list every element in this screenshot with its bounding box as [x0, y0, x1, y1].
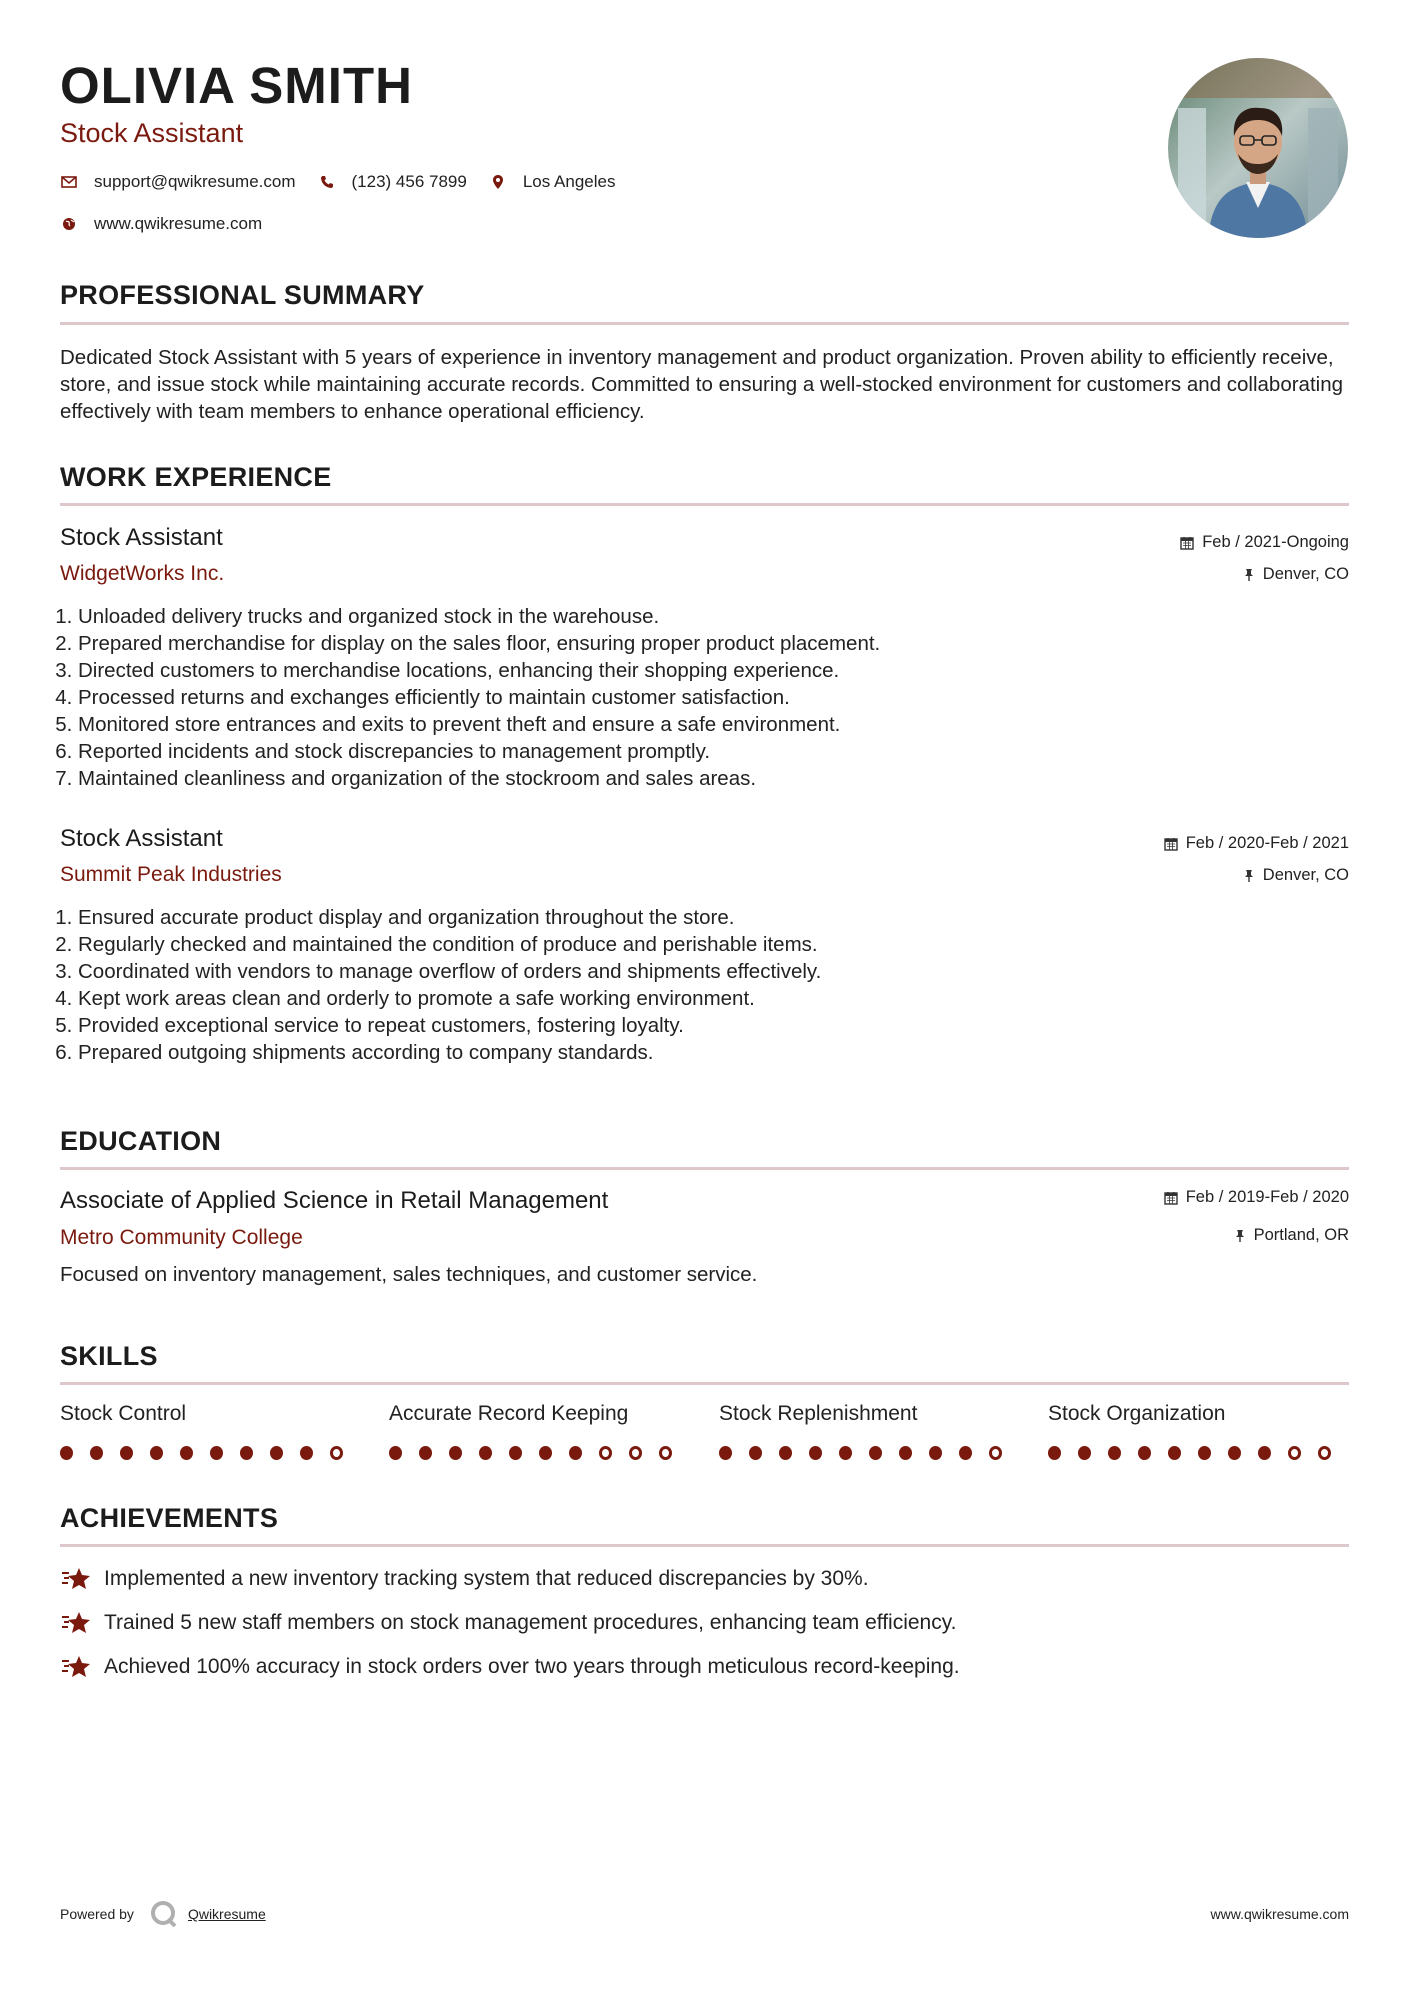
rating-dot-filled: [539, 1446, 552, 1460]
rating-dot-filled: [509, 1446, 522, 1460]
duty-item: 4. Kept work areas clean and orderly to promote a safe working environment.: [78, 985, 821, 1012]
skill-rating: [60, 1446, 360, 1460]
skill-name: Stock Organization: [1048, 1402, 1226, 1425]
qwikresume-link[interactable]: Qwikresume: [187, 1906, 266, 1922]
job-dates-text: Feb / 2021-Ongoing: [1202, 533, 1349, 551]
rating-dot-filled: [749, 1446, 762, 1460]
rating-dot-empty: [330, 1446, 343, 1460]
job-title: Stock Assistant: [60, 825, 223, 852]
phone-number: (123) 456 7899: [351, 172, 467, 191]
rating-dot-filled: [60, 1446, 73, 1460]
star-icon: [60, 1565, 92, 1593]
achievement-item: [60, 1565, 869, 1593]
rating-dot-filled: [569, 1446, 582, 1460]
rating-dot-filled: [929, 1446, 942, 1460]
job-location-text: Denver, CO: [1262, 565, 1349, 583]
globe-icon: [60, 215, 78, 233]
envelope-icon: [60, 173, 78, 191]
job-dates-text: Feb / 2020-Feb / 2021: [1185, 834, 1349, 852]
company-name: Summit Peak Industries: [60, 863, 282, 886]
rating-dot-empty: [1288, 1446, 1301, 1460]
duty-item: 3. Coordinated with vendors to manage overflow of orders and shipments effectively.: [78, 958, 821, 985]
rating-dot-empty: [629, 1446, 642, 1460]
skill-name: Stock Replenishment: [719, 1402, 918, 1425]
duty-item: 6. Reported incidents and stock discrepancies to management promptly.: [78, 738, 880, 765]
duty-item: 4. Processed returns and exchanges efficiently to maintain customer satisfaction.: [78, 684, 880, 711]
rating-dot-empty: [599, 1446, 612, 1460]
job-location-text: Denver, CO: [1262, 866, 1349, 884]
education-dates: [1164, 1188, 1349, 1207]
skill-rating: [389, 1446, 689, 1460]
pin-icon: [1234, 1229, 1246, 1243]
education-heading: EDUCATION: [60, 1126, 222, 1156]
rating-dot-filled: [899, 1446, 912, 1460]
section-divider: [60, 1167, 1349, 1170]
rating-dot-empty: [659, 1446, 672, 1460]
calendar-icon: [1164, 1191, 1178, 1205]
skill-name: Stock Control: [60, 1402, 187, 1425]
phone-icon: [318, 173, 336, 191]
footer-credit: [60, 1898, 266, 1930]
school-name: Metro Community College: [60, 1226, 303, 1249]
rating-dot-filled: [1198, 1446, 1211, 1460]
duty-item: 1. Ensured accurate product display and organization throughout the store.: [78, 904, 821, 931]
job-location: [1243, 866, 1349, 885]
duty-list: [54, 603, 880, 792]
education-dates-text: Feb / 2019-Feb / 2020: [1185, 1188, 1349, 1206]
rating-dot-filled: [240, 1446, 253, 1460]
rating-dot-filled: [300, 1446, 313, 1460]
location-text: Los Angeles: [522, 172, 616, 191]
contact-row: [60, 172, 615, 192]
email-link[interactable]: support@qwikresume.com: [94, 172, 296, 191]
achievement-item: [60, 1609, 957, 1637]
summary-text: Dedicated Stock Assistant with 5 years of experience in inventory management and product organization. Proven ability to efficiently receive, store, and issue stock while maintaining accurate records. Committed to ensuring a well-stocked environment for customers and collaborating effectively with team members to enhance operational efficiency.: [60, 346, 1344, 423]
skill-item: [60, 1402, 360, 1460]
candidate-name: OLIVIA SMITH: [60, 57, 413, 114]
section-divider: [60, 1544, 1349, 1547]
achievement-item: [60, 1653, 960, 1681]
rating-dot-filled: [419, 1446, 432, 1460]
skill-rating: [719, 1446, 1019, 1460]
location-pin-icon: [489, 173, 507, 191]
rating-dot-filled: [1228, 1446, 1241, 1460]
calendar-icon: [1180, 536, 1194, 550]
rating-dot-filled: [1048, 1446, 1061, 1460]
achievement-text: Trained 5 new staff members on stock management procedures, enhancing team efficiency.: [104, 1611, 957, 1634]
skill-item: [1048, 1402, 1348, 1460]
skill-name: Accurate Record Keeping: [389, 1402, 629, 1425]
rating-dot-filled: [719, 1446, 732, 1460]
rating-dot-filled: [1108, 1446, 1121, 1460]
rating-dot-empty: [1318, 1446, 1331, 1460]
section-divider: [60, 1382, 1349, 1385]
duty-item: 5. Monitored store entrances and exits to prevent theft and ensure a safe environment.: [78, 711, 880, 738]
powered-by-label: Powered by: [60, 1906, 134, 1922]
achievements-heading: ACHIEVEMENTS: [60, 1503, 279, 1533]
duty-item: 1. Unloaded delivery trucks and organized stock in the warehouse.: [78, 603, 880, 630]
footer-url[interactable]: www.qwikresume.com: [1210, 1906, 1349, 1922]
duty-item: 7. Maintained cleanliness and organization of the stockroom and sales areas.: [78, 765, 880, 792]
pin-icon: [1243, 568, 1255, 582]
website-row: [60, 214, 262, 234]
job-dates: [1180, 533, 1349, 552]
skill-rating: [1048, 1446, 1348, 1460]
rating-dot-filled: [809, 1446, 822, 1460]
skill-item: [389, 1402, 689, 1460]
rating-dot-filled: [1168, 1446, 1181, 1460]
experience-heading: WORK EXPERIENCE: [60, 462, 332, 492]
rating-dot-filled: [270, 1446, 283, 1460]
rating-dot-filled: [449, 1446, 462, 1460]
achievement-text: Implemented a new inventory tracking system that reduced discrepancies by 30%.: [104, 1567, 869, 1590]
skill-item: [719, 1402, 1019, 1460]
skills-heading: SKILLS: [60, 1341, 158, 1371]
company-name: WidgetWorks Inc.: [60, 562, 225, 585]
rating-dot-filled: [90, 1446, 103, 1460]
star-icon: [60, 1653, 92, 1681]
rating-dot-filled: [479, 1446, 492, 1460]
education-location: [1234, 1226, 1349, 1245]
education-location-text: Portland, OR: [1253, 1226, 1349, 1244]
duty-item: 2. Regularly checked and maintained the condition of produce and perishable items.: [78, 931, 821, 958]
summary-heading: PROFESSIONAL SUMMARY: [60, 280, 425, 310]
pin-icon: [1243, 869, 1255, 883]
rating-dot-filled: [839, 1446, 852, 1460]
job-title: Stock Assistant: [60, 524, 223, 551]
rating-dot-filled: [1078, 1446, 1091, 1460]
duty-list: [54, 904, 821, 1066]
profile-photo: [1168, 58, 1348, 238]
website-link[interactable]: www.qwikresume.com: [94, 214, 263, 233]
qwikresume-logo-icon: [148, 1898, 180, 1930]
rating-dot-filled: [120, 1446, 133, 1460]
job-dates: [1164, 834, 1349, 853]
job-location: [1243, 565, 1349, 584]
degree-title: Associate of Applied Science in Retail Management: [60, 1187, 609, 1214]
star-icon: [60, 1609, 92, 1637]
candidate-role: Stock Assistant: [60, 118, 244, 148]
duty-item: 6. Prepared outgoing shipments according to company standards.: [78, 1039, 821, 1066]
rating-dot-filled: [180, 1446, 193, 1460]
section-divider: [60, 503, 1349, 506]
rating-dot-filled: [210, 1446, 223, 1460]
duty-item: 3. Directed customers to merchandise locations, enhancing their shopping experience.: [78, 657, 880, 684]
rating-dot-filled: [959, 1446, 972, 1460]
rating-dot-filled: [779, 1446, 792, 1460]
calendar-icon: [1164, 837, 1178, 851]
rating-dot-filled: [1258, 1446, 1271, 1460]
education-description: Focused on inventory management, sales techniques, and customer service.: [60, 1263, 758, 1286]
rating-dot-filled: [869, 1446, 882, 1460]
rating-dot-filled: [1138, 1446, 1151, 1460]
rating-dot-filled: [150, 1446, 163, 1460]
section-divider: [60, 322, 1349, 325]
rating-dot-empty: [989, 1446, 1002, 1460]
rating-dot-filled: [389, 1446, 402, 1460]
duty-item: 2. Prepared merchandise for display on the sales floor, ensuring proper product placement.: [78, 630, 880, 657]
achievement-text: Achieved 100% accuracy in stock orders over two years through meticulous record-keeping.: [104, 1655, 960, 1678]
duty-item: 5. Provided exceptional service to repeat customers, fostering loyalty.: [78, 1012, 821, 1039]
